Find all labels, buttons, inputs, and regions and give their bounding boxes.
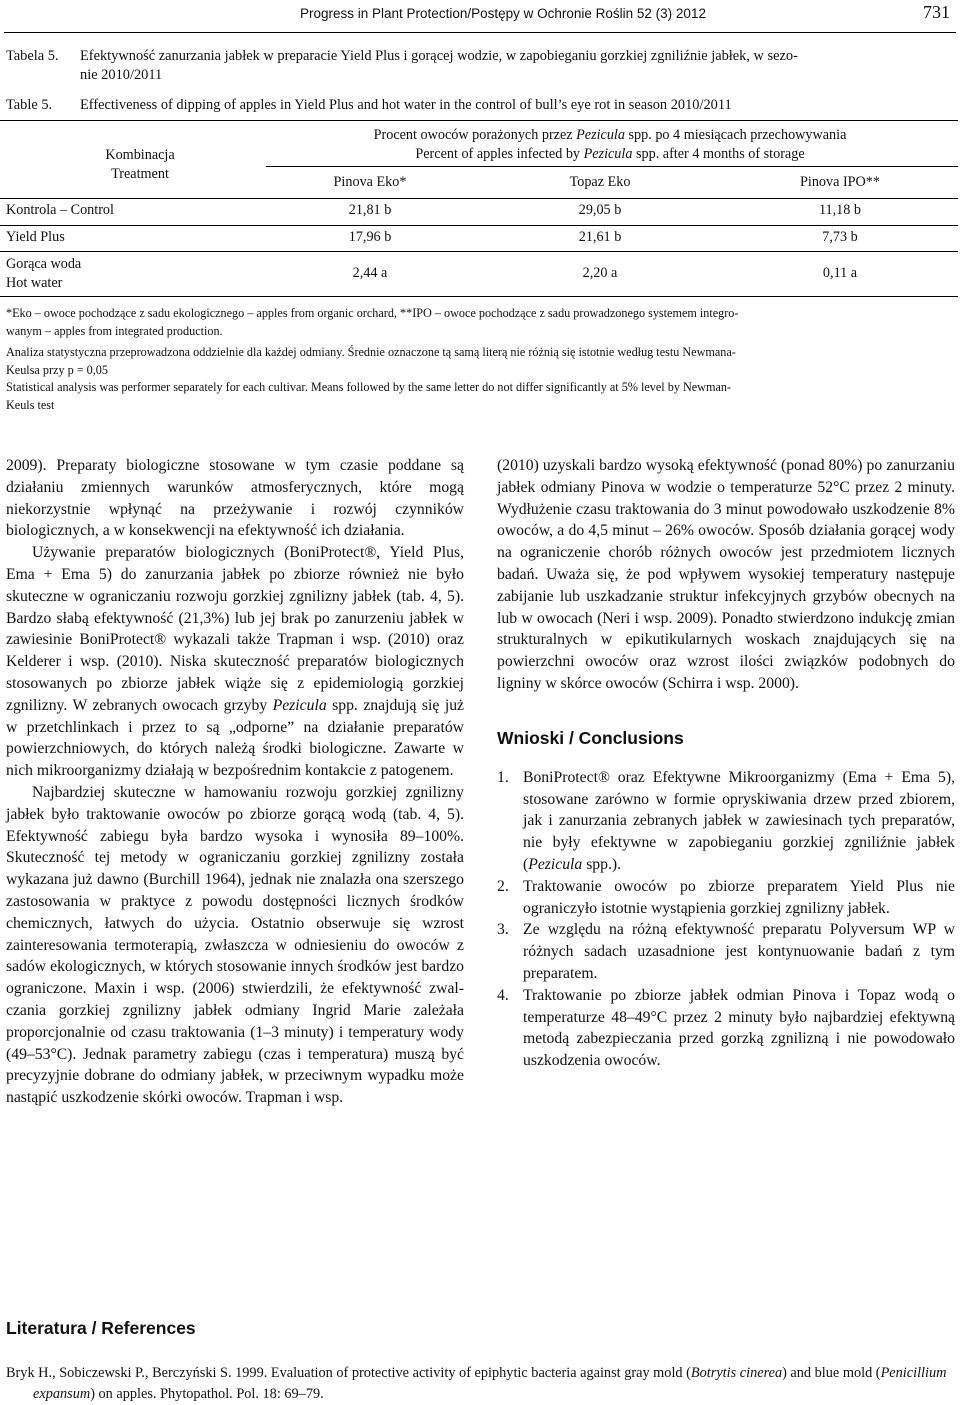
caption-label-en: Table 5.	[6, 97, 53, 113]
col-header-topaz-eko: Topaz Eko	[569, 174, 631, 190]
conclusions-heading: Wnioski / Conclusions	[497, 727, 684, 748]
group-header-en: Percent of apples infected by Pezicula spp. after 4 months of storage	[415, 146, 805, 162]
group-header-rule	[266, 166, 958, 167]
row-label-yield-plus: Yield Plus	[6, 229, 65, 245]
col-header-pinova-eko: Pinova Eko*	[333, 174, 407, 190]
body-column-right	[497, 455, 955, 1072]
conclusion-item: 2. Traktowanie owoców po zbiorze preparatem Yield Plus nie ograniczyło istotnie wystąpienia gorzkiej zgnilizny jabłek.	[497, 877, 955, 917]
page-number: 731	[923, 2, 950, 22]
body-paragraph: 2009). Preparaty biologiczne stosowane w tym czasie poddane są działaniu zmiennych warunków atmosferycznych, które mogą niekorzystnie wpłynąć na przeżywanie i rozwój czynników biologicznych, a w konsekwencji na efektywność ich działania.	[6, 457, 464, 540]
reference-entry: Bryk H., Sobiczewski P., Berczyński S. 1999. Evaluation of protective activity of epiphytic bacteria against gray mold (Botrytis cinerea) and blue mold (Penicillium expansum) on apples. Phytopathol. Pol. 18: 69–79.	[6, 1365, 947, 1402]
table-caption-english	[6, 96, 956, 115]
results-table	[0, 120, 958, 300]
row-label-hot-water-pl: Gorąca woda	[6, 256, 82, 272]
row-label-control: Kontrola – Control	[6, 202, 114, 218]
stat-note-pl-cont: Keulsa przy p = 0,05	[6, 363, 108, 377]
header-rule	[4, 32, 956, 33]
row-header-pl: Kombinacja	[105, 147, 175, 163]
cell-control-pinova-eko: 21,81 b	[348, 202, 392, 218]
cell-control-pinova-ipo: 11,18 b	[818, 202, 862, 218]
caption-text-en: Effectiveness of dipping of apples in Yield Plus and hot water in the control of bull’s eye rot in season 2010/2011	[80, 97, 732, 113]
body-column-left	[6, 455, 464, 1109]
conclusion-item: 1. BoniProtect® oraz Efektywne Mikroorganizmy (Ema + Ema 5), stosowane zarówno w formie opryskiwania drzew przed zbiorem, jak i zanurzania zebranych jabłek w zawiesinach tych preparatów, nie były efektywne w zapobieganiu gorzkiej zgniliźnie jabłek (Pezicula spp.).	[497, 768, 955, 873]
caption-label-pl: Tabela 5.	[6, 48, 59, 64]
table-footnote: *Eko – owoce pochodzące z sadu ekologicznego – apples from organic orchard, **IPO – owoce pochodzące z sadu prowadzonego systemem integro-	[6, 306, 739, 320]
row-label-hot-water-en: Hot water	[6, 275, 63, 291]
row-rule-2	[0, 251, 958, 252]
cell-hotwater-pinova-eko: 2,44 a	[352, 265, 388, 281]
stat-note-en: Statistical analysis was performer separately for each cultivar. Means followed by the same letter do not differ significantly at 5% level by Newman-	[6, 380, 732, 394]
table-footnote-cont: wanym – apples from integrated production.	[6, 324, 223, 338]
cell-hotwater-topaz-eko: 2,20 a	[582, 265, 618, 281]
cell-control-topaz-eko: 29,05 b	[578, 202, 622, 218]
conclusion-item: 4. Traktowanie po zbiorze jabłek odmian Pinova i Topaz wodą o temperaturze 48–49°C przez 2 minuty było najbardziej efektywną metodą zabezpieczania przed gorzką zgnilizną i nie powodowało uszkodzenia owoców.	[497, 986, 955, 1070]
stat-note-pl: Analiza statystyczna przeprowadzona oddzielnie dla każdej odmiany. Średnie oznaczone tą samą literą nie różnią się istotnie według testu Newmana-	[6, 345, 736, 359]
body-paragraph: Najbardziej skuteczne w hamowaniu rozwoju gorzkiej zgnilizny jabłek było traktowanie owoców po zbiorze gorącą wodą (tab. 4, 5). Efektywność zabiegu była bardzo wysoka i wynosiła 89–100%. Skuteczność tej metody w ograniczaniu gorzkiej zgnilizny została wykazana już dawno (Burchill 1964), jednak nie znalazła ona szerszego zastosowania w praktyce z powodu dostępności licznych środków chemicznych, łatwych do użycia. Ostatnio obserwuje się wzrost zainteresowania termoterapią, zwłaszcza w odniesieniu do owoców z sadów ekologicznych, w których stosowanie innych środków jest bardzo ograniczone. Maxin i wsp. (2006) stwierdzili, że efektywność zwalczania gorzkiej zgnilizny jabłek odmiany Ingrid Marie zależała proporcjonalnie od czasu traktowania (1–3 minuty) i temperatury wody (49–53°C). Jednak parametry zabiegu (czas i temperatura) muszą być precyzyjnie dobrane do odmiany jabłek, w przeciwnym wypadku może nastąpić uszkodzenie skórki owoców. Trapman i wsp.	[6, 783, 464, 1107]
row-rule-1	[0, 225, 958, 226]
running-header	[0, 0, 960, 36]
conclusions-list	[497, 767, 955, 1072]
journal-title: Progress in Plant Protection/Postępy w Ochronie Roślin 52 (3) 2012	[300, 6, 706, 21]
group-header-pl: Procent owoców porażonych przez Pezicula spp. po 4 miesiącach przechowywania	[373, 127, 847, 143]
body-paragraph: Używanie preparatów biologicznych (BoniProtect®, Yield Plus, Ema + Ema 5) do zanurzania jabłek po zbiorze również nie było skuteczne w ograniczaniu rozwoju gorzkiej zgnilizny jabłek (tab. 4, 5). Bardzo słabą efektywność (21,3%) lub jej brak po zanurzeniu jabłek w zawiesinie BoniProtect® wykazali także Trapman i wsp. (2010) oraz Kelderer i wsp. (2010). Niska skuteczność preparatów biologicznych stosowanych po zbiorze jabłek wiąże się z epidemiologią gorzkiej zgnilizny. W zebranych owocach grzyby Pezicula spp. znajdują się już w przetchlinkach i przez to są „odporne” na działanie preparatów powierzchniowych, do których należą środki biologiczne. Zawarte w nich mikroorganizmy działają w bezpośrednim kontakcie z patogenem.	[6, 544, 464, 780]
col-header-pinova-ipo: Pinova IPO**	[799, 174, 880, 190]
stat-note-en-cont: Keuls test	[6, 398, 55, 412]
header-bottom-rule	[0, 198, 958, 199]
conclusion-item: 3. Ze względu na różną efektywność preparatu Polyversum WP w różnych sadach uzasadnione jest kontynuowanie badań z tym preparatem.	[497, 921, 955, 982]
table-bottom-rule	[0, 296, 958, 297]
references-heading: Literatura / References	[6, 1318, 196, 1338]
caption-text-pl: Efektywność zanurzania jabłek w preparacie Yield Plus i gorącej wodzie, w zapobieganiu gorzkiej zgniliźnie jabłek, w sezo-	[80, 48, 798, 64]
table-top-rule	[0, 120, 958, 121]
body-paragraph: (2010) uzyskali bardzo wysoką efektywność (ponad 80%) po zanurzaniu jabłek odmiany Pinova w wodzie o temperaturze 52°C przez 2 minuty. Wydłużenie czasu traktowania do 3 minut powodowało uszkodzenie 8% owoców, a do 4,5 minut – 26% owoców. Sposób działania gorącej wody na ograniczenie chorób różnych owoców jest przedmiotem licznych badań. Uważa się, że pod wpływem wysokiej temperatury następuje zabijanie lub uszkadzanie struktur infekcyjnych grzybów obecnych na lub w owocach (Neri i wsp. 2009). Ponadto stwierdzono indukcję zmian strukturalnych w epikutikularnych woskach znajdujących się na powierzchni owoców oraz wzrost ilości związków podobnych do ligniny w skórce owoców (Schirra i wsp. 2000).	[497, 457, 955, 692]
cell-yield-topaz-eko: 21,61 b	[578, 229, 622, 245]
row-header-en: Treatment	[111, 166, 169, 182]
cell-yield-pinova-eko: 17,96 b	[348, 229, 392, 245]
cell-yield-pinova-ipo: 7,73 b	[822, 229, 858, 245]
caption-text-pl-cont: nie 2010/2011	[80, 67, 163, 83]
cell-hotwater-pinova-ipo: 0,11 a	[822, 265, 858, 281]
table-caption-polish	[6, 47, 956, 85]
